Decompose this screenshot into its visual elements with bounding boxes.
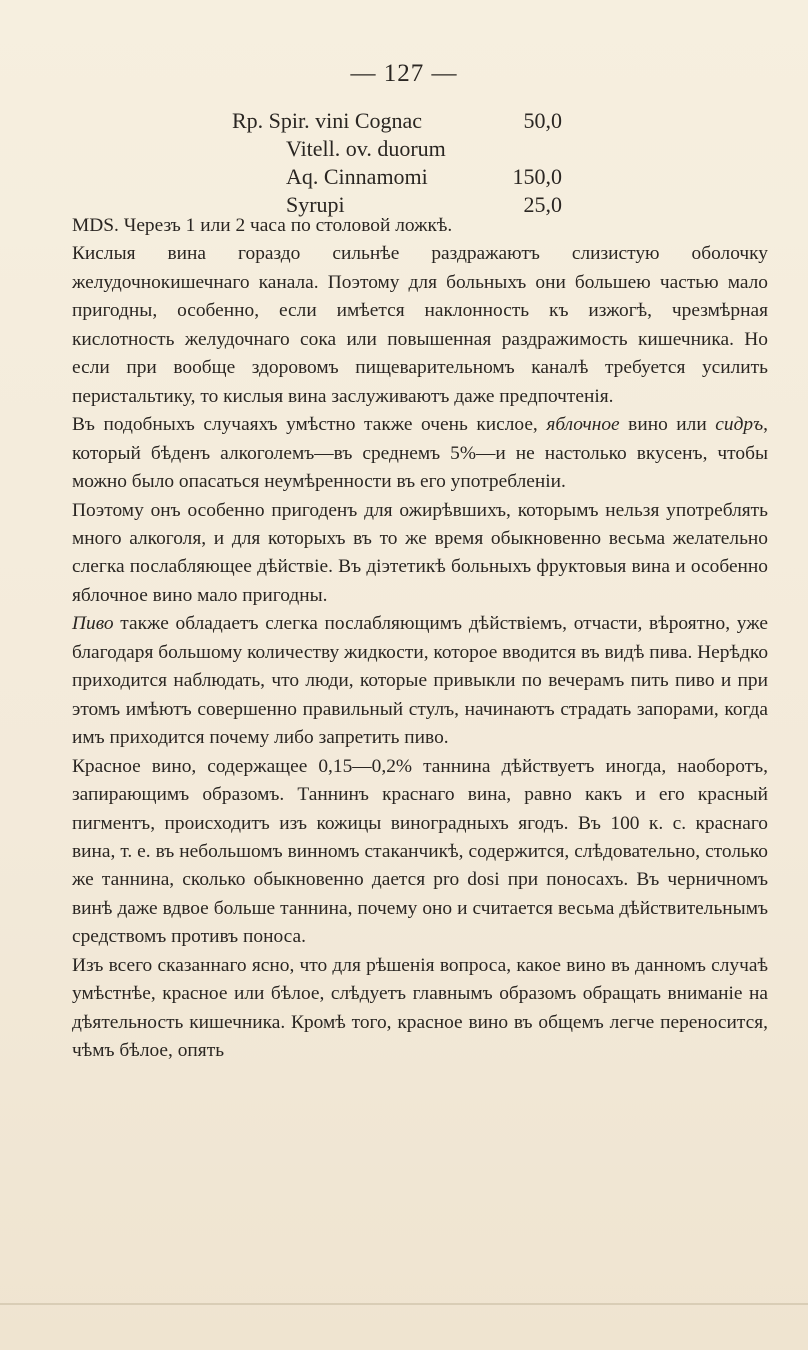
paragraph: Кислыя вина гораздо сильнѣе раздражаютъ слизистую оболочку желудочнокишечнаго канала. Поэтому для больныхъ они большею частью мало пригодны, особенно, если имѣется наклонность къ изжогѣ, чрезмѣрная кислотность желудочнаго сока или повышенная раздражимость кишечника. Но если при вообще здоровомъ пищеварительномъ каналѣ требуется усилить перистальтику, то кислыя вина заслуживаютъ даже предпочтенія. [72,243,768,407]
emphasis-term: Пиво [72,613,114,635]
body-text [72,212,768,1066]
paragraph: Изъ всего сказаннаго ясно, что для рѣшенія вопроса, какое вино въ данномъ случаѣ умѣстнѣе, красное или бѣлое, слѣдуетъ главнымъ образомъ обращать вниманіе на дѣятельность кишечника. Кромѣ того, красное вино въ общемъ легче переносится, чѣмъ бѣлое, опять [72,954,768,1062]
paragraph [72,610,768,752]
paragraph: Красное вино, содержащее 0,15—0,2% таннина дѣйствуетъ иногда, наоборотъ, запирающимъ образомъ. Таннинъ краснаго вина, равно какъ и его красный пигментъ, происходитъ изъ кожицы виноградныхъ ягодъ. Въ 100 к. с. краснаго вина, т. е. въ небольшомъ винномъ стаканчикѣ, содержится, слѣдовательно, столько же таннина, сколько обыкновенно дается pro dosi при поносахъ. Въ черничномъ винѣ даже вдвое больше таннина, почему оно и считается весьма дѣйствительнымъ средствомъ противъ поноса. [72,755,768,948]
paragraph: Поэтому онъ особенно пригоденъ для ожирѣвшихъ, которымъ нельзя употреблять много алкоголя, и для которыхъ въ то же время обыкновенно весьма желательно слегка послабляющее дѣйствіе. Въ діэтетикѣ больныхъ фруктовыя вина и особенно яблочное вино мало пригодны. [72,499,768,606]
prescription-line [232,162,572,192]
paragraph [72,411,768,496]
prescription-ingredient: Syrupi [286,192,345,217]
paragraph-text: вино или [619,414,716,436]
prescription-ingredient: Vitell. ov. duorum [286,136,446,161]
emphasis-term: яблочное [546,414,620,436]
paragraph-text: , который бѣденъ алкоголемъ—въ среднемъ 5%—и не настолько вкусенъ, чтобы можно было опасаться неумѣренности въ его употребленіи. [72,414,768,493]
emphasis-term: сидръ [715,414,764,436]
prescription-ingredient: Aq. Cinnamomi [286,164,428,189]
paragraph-text: также обладаетъ слегка послабляющимъ дѣйствіемъ, отчасти, вѣроятно, уже благодаря большому количеству жидкости, которое вводится въ видѣ пива. Нерѣдко приходится наблюдать, что люди, которые привыкли по вечерамъ пить пиво и при этомъ имѣютъ совершенно правильный стулъ, начинаютъ страдать запорами, когда имъ приходится почему либо запретить пиво. [72,613,769,749]
paragraph-text: Въ подобныхъ случаяхъ умѣстно также очень кислое, [72,414,547,436]
prescription-dose: 50,0 [523,108,562,133]
page-fold-line [0,1303,808,1305]
prescription-line [286,134,576,164]
prescription-line [232,106,572,136]
paragraph-dosage: MDS. Черезъ 1 или 2 часа по столовой ложкѣ. [72,215,453,236]
prescription-ingredient: Rp. Spir. vini Cognac [232,108,423,133]
prescription-dose: 25,0 [523,192,562,217]
prescription-dose: 150,0 [512,164,562,189]
page-number: — 127 — [350,60,458,87]
